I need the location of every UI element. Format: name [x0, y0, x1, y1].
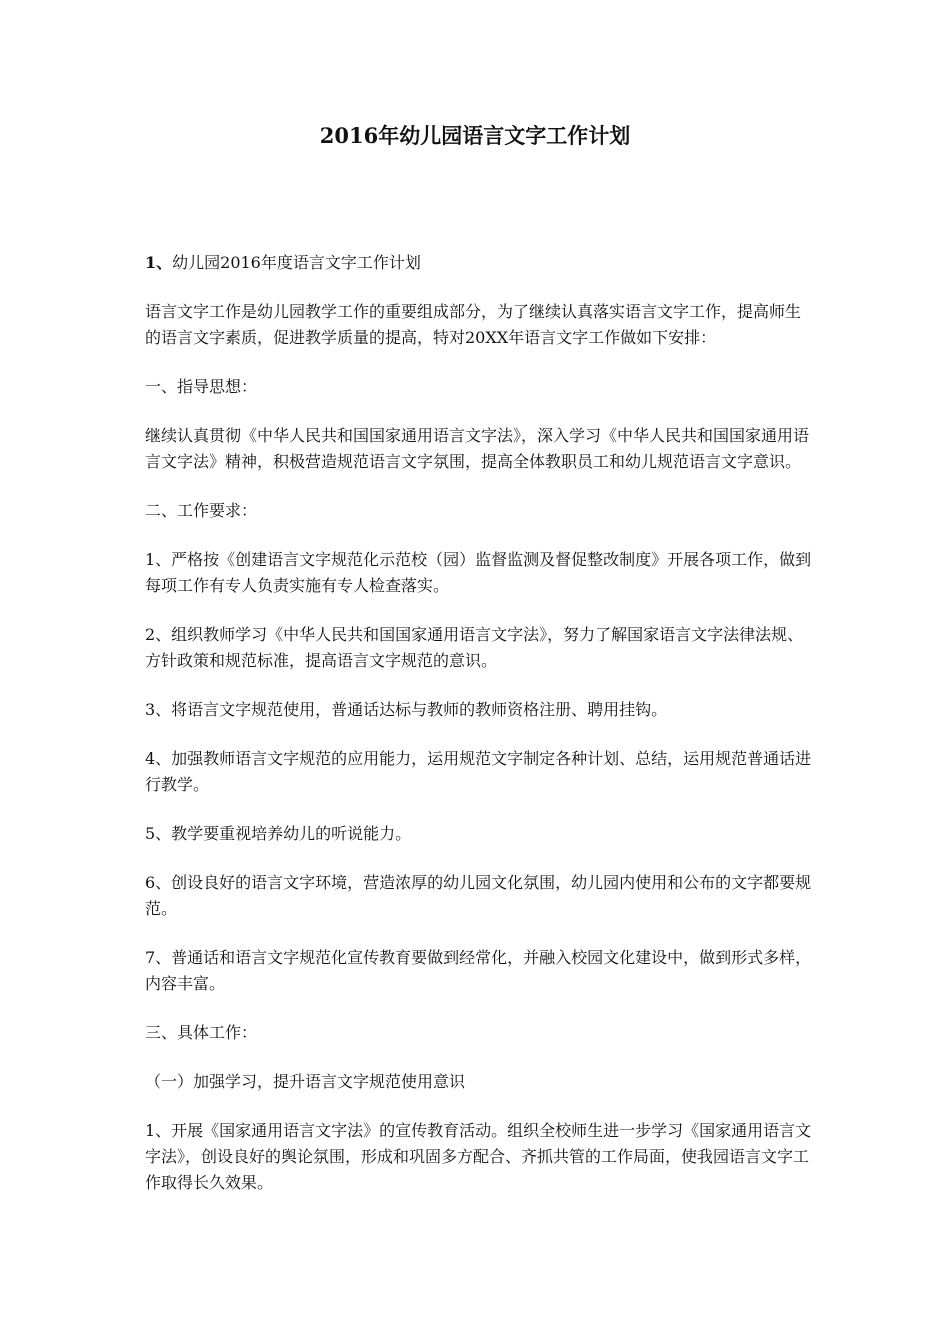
document-title: 2016年幼儿园语言文字工作计划 [319, 123, 631, 148]
subheading-strengthen-study: （一）加强学习，提升语言文字规范使用意识 [145, 1072, 466, 1091]
requirement-item-3: 3、将语言文字规范使用，普通话达标与教师的教师资格注册、聘用挂钩。 [145, 700, 668, 719]
requirement-item-4: 4、加强教师语言文字规范的应用能力，运用规范文字制定各种计划、总结，运用规范普通话进行教学。 [145, 749, 812, 794]
requirement-item-5: 5、教学要重视培养幼儿的听说能力。 [145, 824, 412, 843]
intro-paragraph: 语言文字工作是幼儿园教学工作的重要组成部分，为了继续认真落实语言文字工作，提高师生的语言文字素质，促进教学质量的提高，特对20XX年语言文字工作做如下安排： [145, 302, 802, 347]
specific-work-item-1: 1、开展《国家通用语言文字法》的宣传教育活动。组织全校师生进一步学习《国家通用语言文字法》，创设良好的舆论氛围，形成和巩固多方配合、齐抓共管的工作局面，使我园语言文字工作取得长久效果。 [145, 1121, 812, 1192]
document-body [145, 250, 815, 1219]
section-heading-1 [145, 250, 815, 276]
guiding-ideology-paragraph: 继续认真贯彻《中华人民共和国国家通用语言文字法》，深入学习《中华人民共和国国家通用语言文字法》精神，积极营造规范语言文字氛围，提高全体教职员工和幼儿规范语言文字意识。 [145, 426, 810, 471]
heading-specific-work: 三、具体工作： [145, 1023, 258, 1042]
requirement-item-7: 7、普通话和语言文字规范化宣传教育要做到经常化，并融入校园文化建设中，做到形式多样，内容丰富。 [145, 948, 812, 993]
heading-work-requirements: 二、工作要求： [145, 501, 258, 520]
section-number: 1、 [145, 253, 173, 272]
requirement-item-6: 6、创设良好的语言文字环境，营造浓厚的幼儿园文化氛围，幼儿园内使用和公布的文字都要规范。 [145, 873, 812, 918]
heading-guiding-ideology: 一、指导思想： [145, 377, 258, 396]
requirement-item-1: 1、严格按《创建语言文字规范化示范校（园）监督监测及督促整改制度》开展各项工作，做到每项工作有专人负责实施有专人检查落实。 [145, 550, 812, 595]
requirement-item-2: 2、组织教师学习《中华人民共和国国家通用语言文字法》，努力了解国家语言文字法律法规、方针政策和规范标准，提高语言文字规范的意识。 [145, 625, 804, 670]
section-heading-text: 幼儿园2016年度语言文字工作计划 [172, 253, 421, 272]
